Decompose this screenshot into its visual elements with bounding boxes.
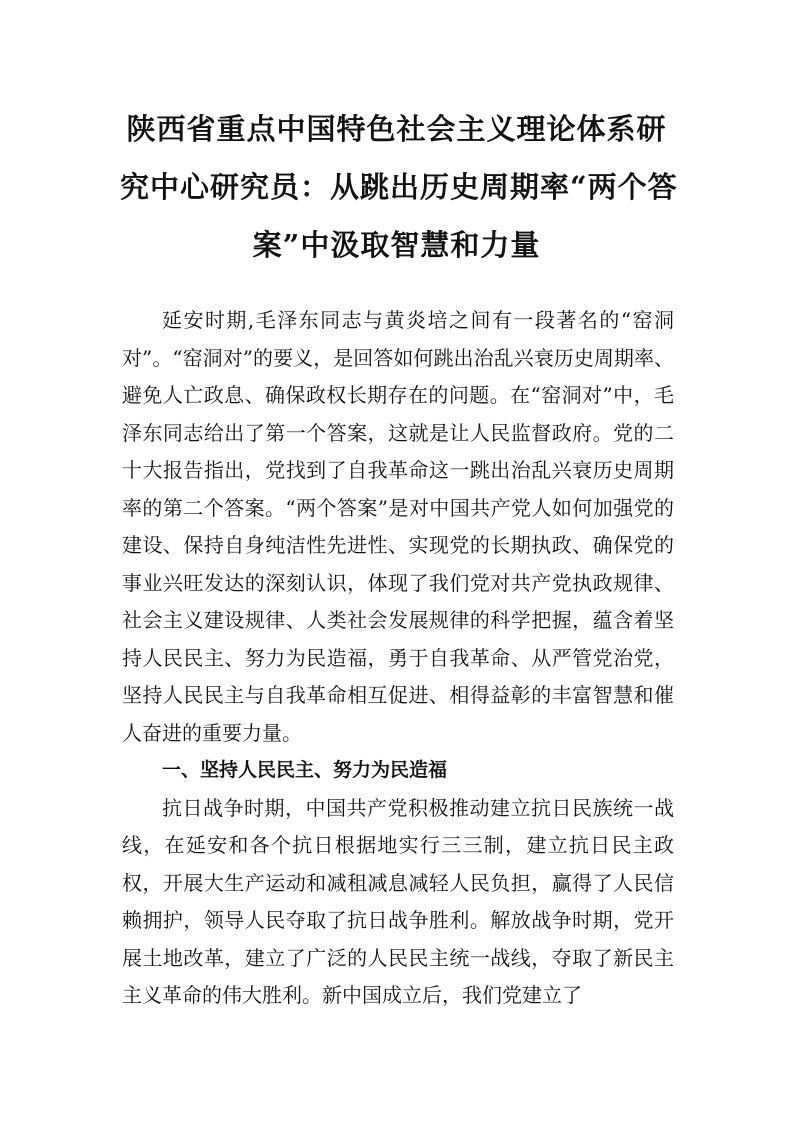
document-title (120, 100, 678, 274)
intro-paragraph: 延安时期,毛泽东同志与黄炎培之间有一段著名的“窑洞对”。“窑洞对”的要义，是回答如何跳出治乱兴衰历史周期率、避免人亡政息、确保政权长期存在的问题。在“窑洞对”中，毛泽东同志给出了第一个答案，这就是让人民监督政府。党的二十大报告指出，党找到了自我革命这一跳出治乱兴衰历史周期率的第二个答案。“两个答案”是对中国共产党人如何加强党的建设、保持自身纯洁性先进性、实现党的长期执政、确保党的事业兴旺发达的深刻认识，体现了我们党对共产党执政规律、社会主义建设规律、人类社会发展规律的科学把握，蕴含着坚持人民民主、努力为民造福，勇于自我革命、从严管党治党，坚持人民民主与自我革命相互促进、相得益彰的丰富智慧和催人奋进的重要力量。 (122, 308, 674, 745)
document-body (122, 302, 674, 1015)
title-line-2: 究中心研究员：从跳出历史周期率“两个答 (120, 170, 678, 204)
title-line-3: 案”中汲取智慧和力量 (252, 228, 541, 262)
title-line-1: 陕西省重点中国特色社会主义理论体系研 (126, 112, 667, 146)
section-heading: 一、坚持人民民主、努力为民造福 (162, 759, 448, 781)
section-paragraph: 抗日战争时期，中国共产党积极推动建立抗日民族统一战线，在延安和各个抗日根据地实行三三制，建立抗日民主政权，开展大生产运动和减租减息减轻人民负担，赢得了人民信赖拥护，领导人民夺取了抗日战争胜利。解放战争时期，党开展土地改革，建立了广泛的人民民主统一战线，夺取了新民主主义革命的伟大胜利。新中国成立后，我们党建立了 (122, 795, 674, 1007)
